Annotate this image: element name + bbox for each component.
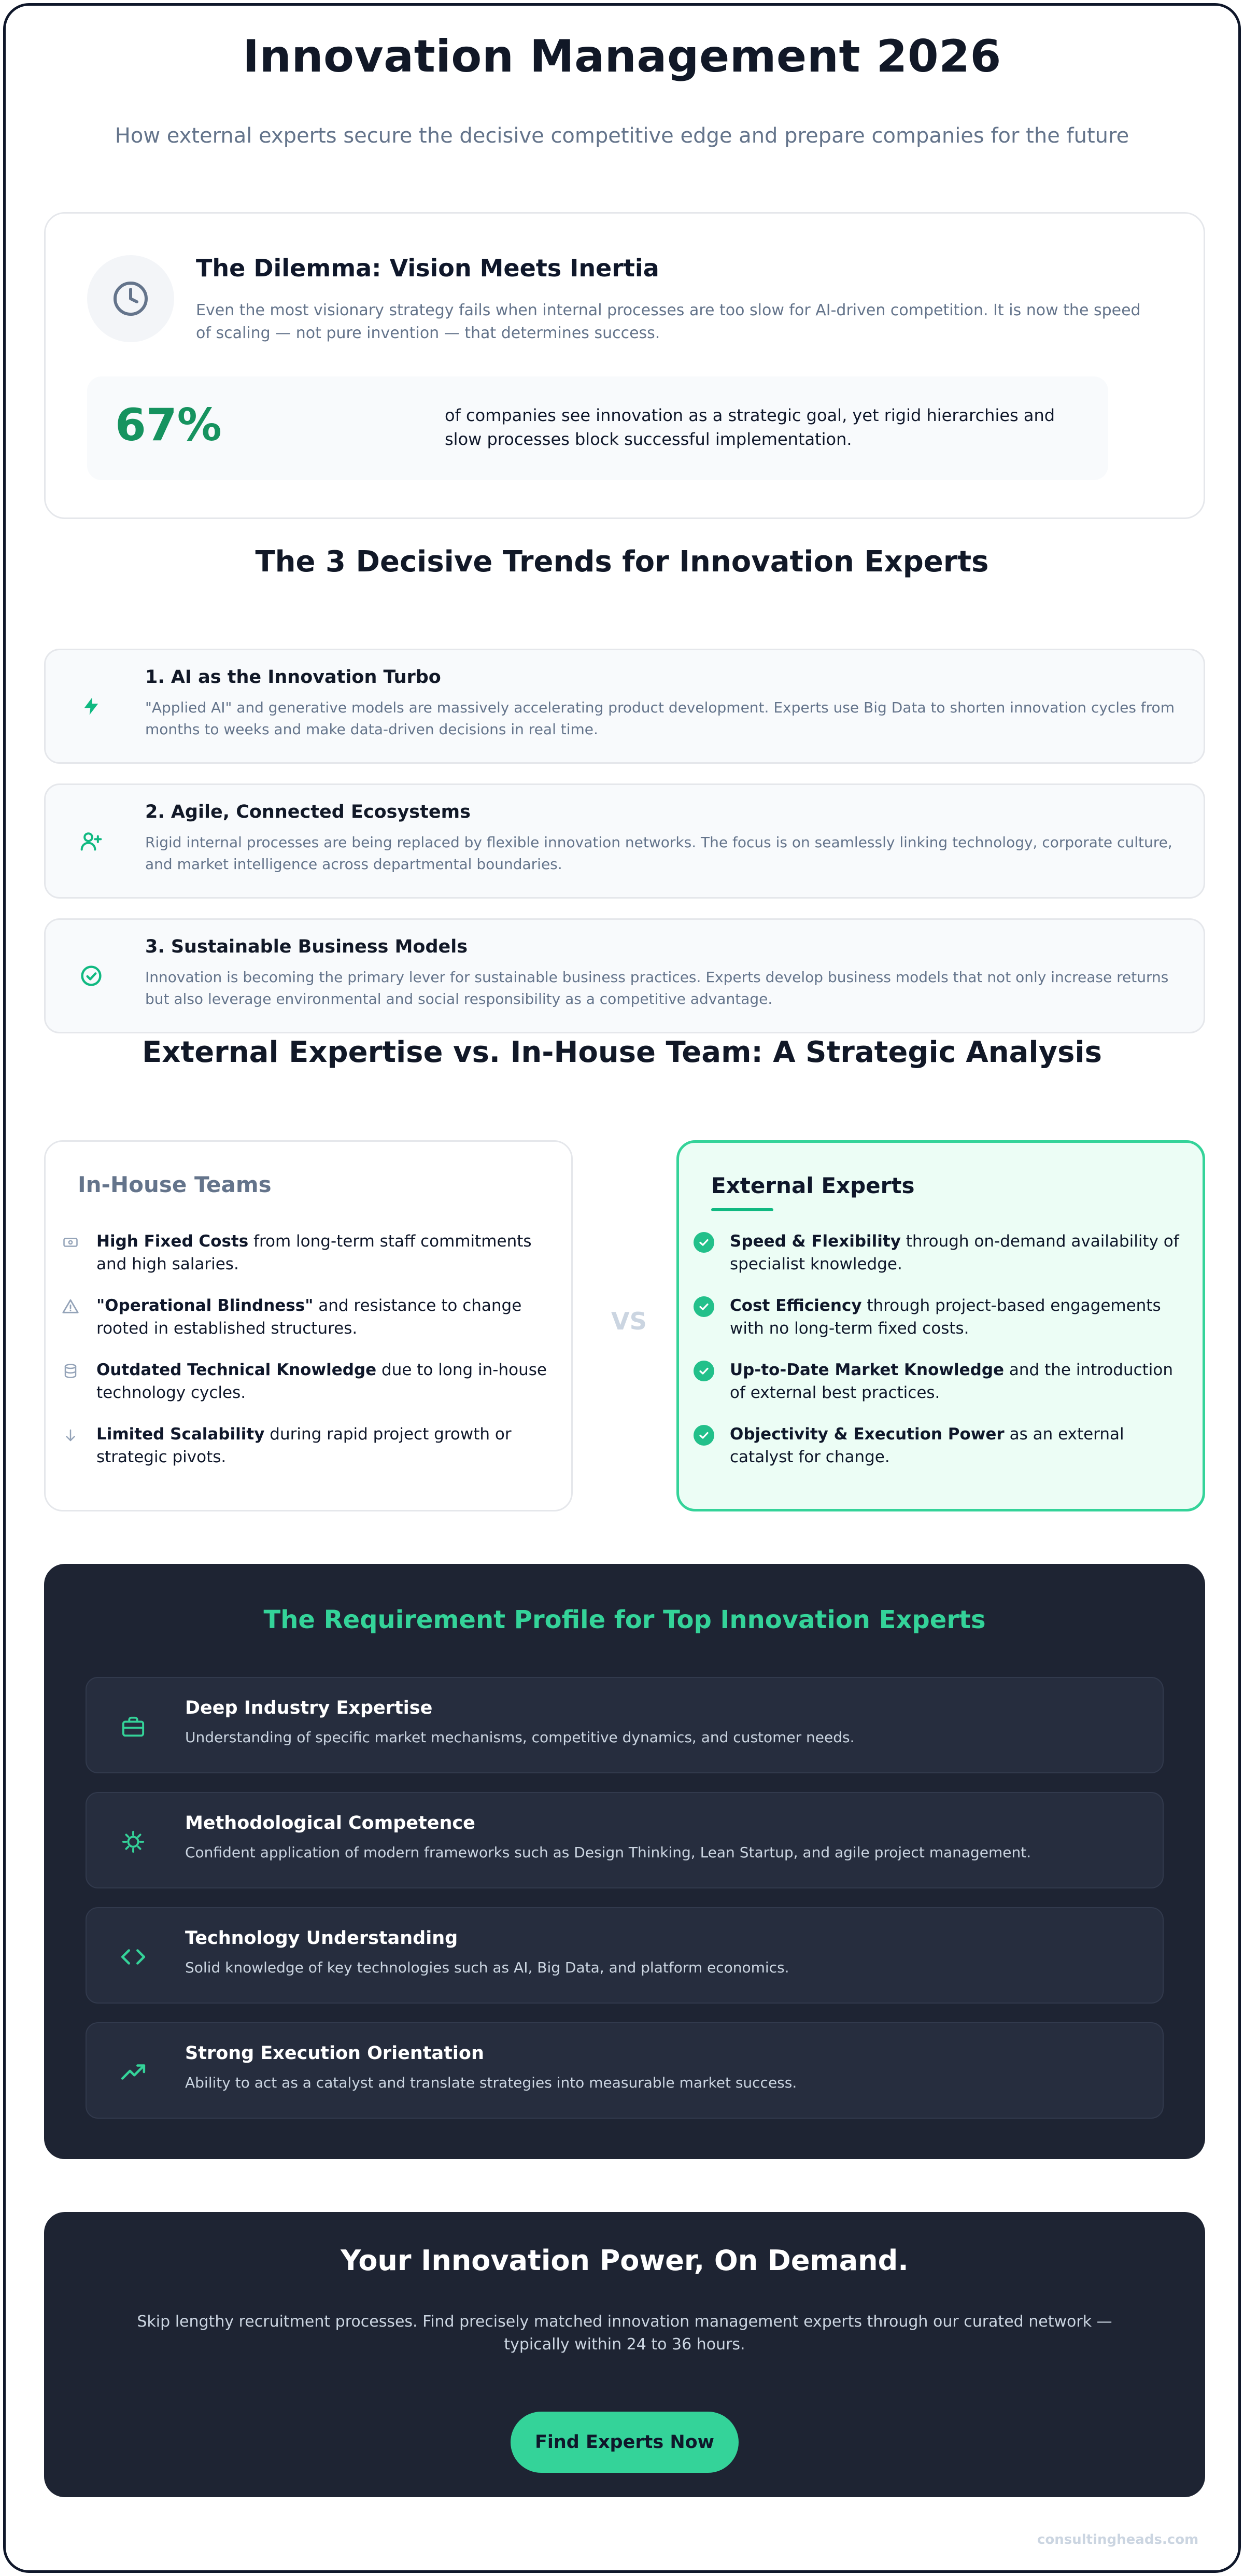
item-bold-label: High Fixed Costs xyxy=(96,1232,249,1251)
requirement-text: Confident application of modern frameworks such as Design Thinking, Lean Startup, and agile project management. xyxy=(185,1844,1031,1861)
requirement-title: Methodological Competence xyxy=(185,1813,475,1833)
item-bold-label: Objectivity & Execution Power xyxy=(730,1425,1005,1444)
requirement-title: Strong Execution Orientation xyxy=(185,2043,484,2064)
trend-title: 3. Sustainable Business Models xyxy=(145,936,468,957)
requirement-text: Solid knowledge of key technologies such as AI, Big Data, and platform economics. xyxy=(185,1959,789,1976)
item-text: due to long in-house technology cycles. xyxy=(96,1361,547,1402)
item-text: and resistance to change rooted in established structures. xyxy=(96,1296,522,1338)
stat-value: 67% xyxy=(115,399,222,451)
code-icon xyxy=(118,1941,149,1972)
trend-card xyxy=(44,783,1205,899)
external-title: External Experts xyxy=(711,1173,915,1198)
comparison-title: External Expertise vs. In-House Team: A Strategic Analysis xyxy=(142,1035,1102,1069)
trend-card xyxy=(44,918,1205,1033)
trends-title: The 3 Decisive Trends for Innovation Experts xyxy=(255,545,989,579)
check-icon xyxy=(694,1361,714,1381)
external-item xyxy=(694,1230,1181,1282)
item-text: through on-demand availability of specialist knowledge. xyxy=(730,1232,1179,1273)
cta-panel xyxy=(44,2212,1205,2497)
inhouse-item xyxy=(60,1423,547,1475)
database-icon xyxy=(60,1361,81,1381)
trending-up-icon xyxy=(118,2056,149,2088)
requirement-item xyxy=(86,1792,1164,1888)
page-frame xyxy=(3,3,1241,2573)
find-experts-button[interactable]: Find Experts Now xyxy=(511,2412,739,2473)
requirement-title: Deep Industry Expertise xyxy=(185,1698,433,1718)
item-text: as an external catalyst for change. xyxy=(730,1425,1124,1466)
external-column xyxy=(676,1140,1205,1511)
item-bold-label: Cost Efficiency xyxy=(730,1296,862,1315)
clock-icon xyxy=(87,255,174,342)
item-text: from long-term staff commitments and high salaries. xyxy=(96,1232,532,1273)
trend-title: 2. Agile, Connected Ecosystems xyxy=(145,802,471,822)
inhouse-item xyxy=(60,1294,547,1346)
check-icon xyxy=(694,1232,714,1253)
requirement-item xyxy=(86,1677,1164,1773)
stat-box xyxy=(87,376,1108,480)
dilemma-title: The Dilemma: Vision Meets Inertia xyxy=(196,254,659,282)
arrow-down-icon xyxy=(60,1425,81,1446)
external-item xyxy=(694,1359,1181,1410)
user-plus-icon xyxy=(77,827,106,856)
item-text: during rapid project growth or strategic pivots. xyxy=(96,1425,512,1466)
dilemma-card xyxy=(44,212,1205,519)
stat-text: of companies see innovation as a strategic goal, yet rigid hierarchies and slow processes block successful implementation. xyxy=(445,405,1055,449)
inhouse-title: In-House Teams xyxy=(78,1172,272,1197)
inhouse-column xyxy=(44,1140,573,1511)
requirements-title: The Requirement Profile for Top Innovation Experts xyxy=(263,1605,986,1634)
trend-text: Rigid internal processes are being replaced by flexible innovation networks. The focus is on seamlessly linking technology, corporate culture, and market intelligence across departmental boundaries. xyxy=(145,834,1172,873)
item-text: and the introduction of external best practices. xyxy=(730,1361,1174,1402)
money-icon xyxy=(60,1232,81,1253)
check-icon xyxy=(694,1425,714,1446)
requirement-item xyxy=(86,2022,1164,2119)
check-circle-icon xyxy=(77,961,106,990)
item-bold-label: Speed & Flexibility xyxy=(730,1232,901,1251)
trend-card xyxy=(44,649,1205,764)
check-icon xyxy=(694,1296,714,1317)
page-title: Innovation Management 2026 xyxy=(243,31,1001,82)
external-item xyxy=(694,1423,1181,1475)
item-text: through project-based engagements with no long-term fixed costs. xyxy=(730,1296,1161,1338)
requirements-panel xyxy=(44,1564,1205,2159)
item-bold-label: Outdated Technical Knowledge xyxy=(96,1361,377,1379)
item-bold-label: Up-to-Date Market Knowledge xyxy=(730,1361,1005,1379)
requirement-item xyxy=(86,1907,1164,2004)
trend-text: Innovation is becoming the primary lever for sustainable business practices. Experts develop business models that not only increase returns but also leverage environmental and social responsibility as a competitive advantage. xyxy=(145,969,1169,1007)
inhouse-item xyxy=(60,1359,547,1410)
footer-brand[interactable]: consultingheads.com xyxy=(1037,2532,1199,2547)
requirement-text: Understanding of specific market mechanisms, competitive dynamics, and customer needs. xyxy=(185,1729,855,1746)
requirement-text: Ability to act as a catalyst and translate strategies into measurable market success. xyxy=(185,2074,797,2091)
warning-icon xyxy=(60,1296,81,1317)
item-bold-label: Limited Scalability xyxy=(96,1425,265,1444)
requirement-title: Technology Understanding xyxy=(185,1928,458,1949)
cta-text: Skip lengthy recruitment processes. Find precisely matched innovation management experts through our curated network — typically within 24 to 36 hours. xyxy=(137,2313,1112,2354)
lightning-icon xyxy=(77,692,106,721)
inhouse-item xyxy=(60,1230,547,1282)
gear-icon xyxy=(118,1826,149,1857)
trend-title: 1. AI as the Innovation Turbo xyxy=(145,667,441,688)
cta-title: Your Innovation Power, On Demand. xyxy=(341,2244,909,2277)
external-item xyxy=(694,1294,1181,1346)
item-bold-label: "Operational Blindness" xyxy=(96,1296,314,1315)
title-underline xyxy=(711,1208,773,1211)
dilemma-text: Even the most visionary strategy fails when internal processes are too slow for AI-driven competition. It is now the speed of scaling — not pure invention — that determines success. xyxy=(196,301,1141,342)
vs-label: VS xyxy=(611,1307,647,1335)
briefcase-icon xyxy=(118,1711,149,1742)
page-subtitle: How external experts secure the decisive competitive edge and prepare companies for the future xyxy=(115,124,1129,148)
trend-text: "Applied AI" and generative models are massively accelerating product development. Experts use Big Data to shorten innovation cycles from months to weeks and make data-driven decisions in real time. xyxy=(145,699,1175,738)
